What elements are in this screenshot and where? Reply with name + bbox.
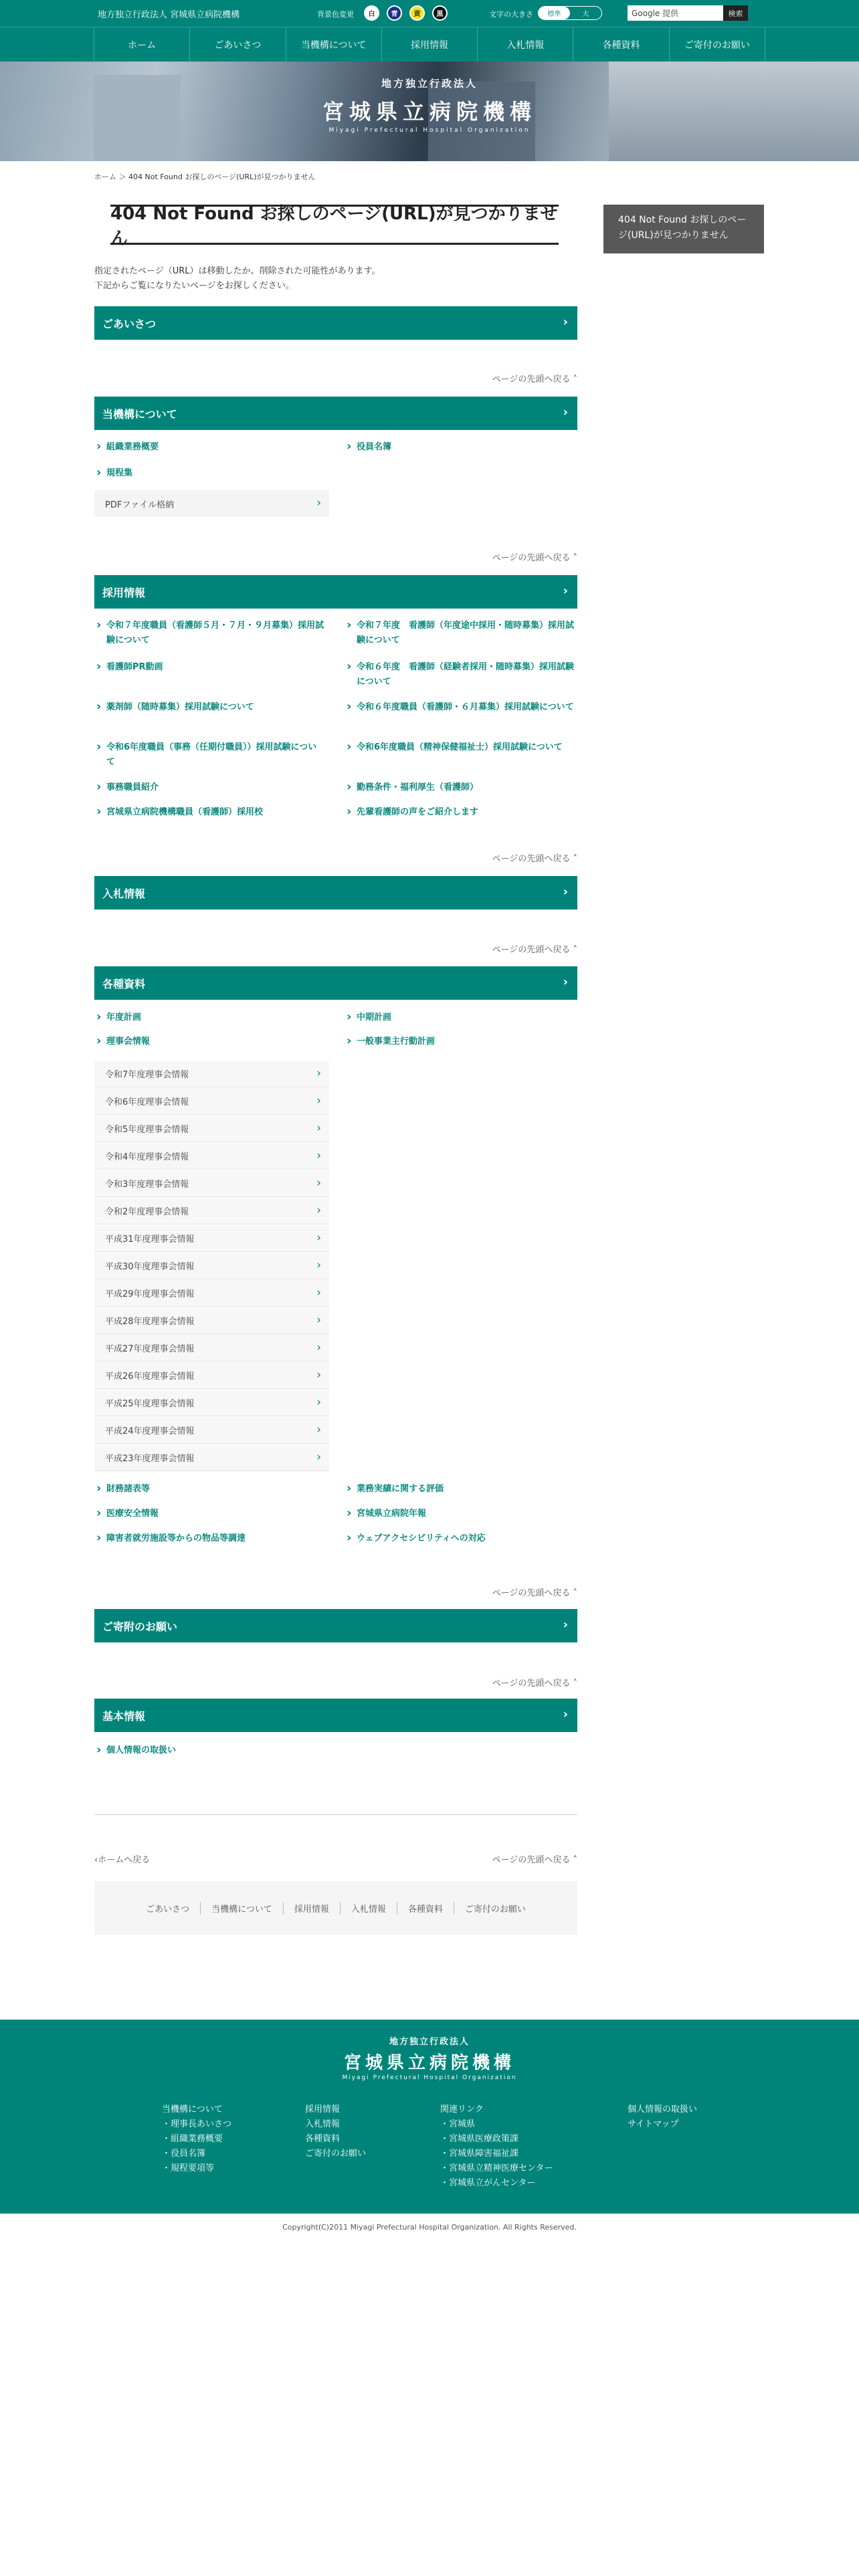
breadcrumb[interactable]: ホーム ＞ 404 Not Found お探しのページ(URL)が見つかりません — [94, 173, 316, 181]
footer-link[interactable]: ・理事長あいさつ — [162, 2119, 232, 2129]
recruit-link[interactable]: › 令和６年度 看護師（経験者採用・随時募集）採用試験について — [345, 660, 575, 689]
chevron-right-icon: › — [316, 1313, 321, 1327]
pdf-storage-button[interactable]: PDFファイル格納 › — [94, 490, 329, 517]
link-org-overview[interactable]: › 組織業務概要 — [94, 440, 325, 455]
sidebar-current-page[interactable]: 404 Not Found お探しのページ(URL)が見つかりません — [603, 205, 764, 253]
section-greeting[interactable]: ごあいさつ › — [94, 306, 577, 340]
nav-bid[interactable]: 入札情報 — [477, 27, 573, 62]
bg-black-button[interactable]: 黒 — [432, 5, 448, 21]
minutes-item[interactable]: 平成24年度理事会情報 › — [94, 1417, 329, 1444]
link-officers[interactable]: › 役員名簿 — [345, 440, 575, 455]
to-top-link[interactable]: ページの先頭へ戻る ˄ — [492, 1855, 577, 1865]
docs-link[interactable]: › 宮城県立病院年報 — [345, 1507, 575, 1521]
footer-col-about — [162, 2103, 231, 2176]
subnav-docs[interactable]: 各種資料 — [397, 1902, 454, 1915]
bg-color-label: 背景色変更 — [317, 10, 354, 19]
chevron-right-icon: › — [316, 1396, 321, 1409]
docs-link[interactable]: › 一般事業主行動計画 — [345, 1035, 575, 1049]
bg-white-button[interactable]: 白 — [364, 5, 379, 21]
hero-banner — [0, 62, 859, 161]
font-size-standard-button[interactable]: 標準 — [539, 7, 570, 19]
footer-link[interactable]: 入札情報 — [305, 2119, 341, 2129]
footer-link[interactable]: ・役員名簿 — [162, 2149, 206, 2159]
chevron-right-icon: › — [563, 885, 568, 899]
minutes-item[interactable]: 令和7年度理事会情報 › — [94, 1061, 329, 1087]
footer-col-policy — [628, 2103, 697, 2132]
footer-org-english: Miyagi Prefectural Hospital Organization — [342, 2074, 517, 2081]
to-top-link[interactable]: ページの先頭へ戻る ˄ — [492, 945, 577, 955]
top-bar — [0, 0, 859, 27]
subnav-recruit[interactable]: 採用情報 — [283, 1902, 340, 1915]
footer-link-heading: 関連リンク — [440, 2105, 484, 2115]
global-nav — [0, 27, 859, 62]
chevron-up-icon: ˄ — [573, 854, 577, 864]
footer-link[interactable]: 採用情報 — [305, 2105, 341, 2115]
link-regulations[interactable]: › 規程集 — [94, 466, 325, 481]
chevron-right-icon: › — [563, 1618, 568, 1632]
home-link[interactable]: ‹ホームへ戻る — [94, 1855, 151, 1865]
footer-link[interactable]: ・宮城県 — [440, 2119, 476, 2129]
subnav-bid[interactable]: 入札情報 — [340, 1902, 397, 1915]
footer-link[interactable]: ・規程要項等 — [162, 2163, 215, 2173]
link-privacy[interactable]: › 個人情報の取扱い — [94, 1743, 325, 1758]
intro-text: 指定されたページ（URL）は移動したか、削除された可能性があります。 下記からご覧になりたいページをお探しください。 — [94, 266, 381, 291]
chevron-right-icon: › — [563, 315, 568, 329]
section-basic[interactable]: 基本情報 › — [94, 1699, 577, 1732]
chevron-right-icon: › — [316, 496, 321, 510]
nav-about[interactable]: 当機構について — [286, 27, 381, 62]
minutes-item[interactable]: 令和6年度理事会情報 › — [94, 1088, 329, 1115]
to-top-link[interactable]: ページの先頭へ戻る ˄ — [492, 1679, 577, 1689]
minutes-item[interactable]: 平成25年度理事会情報 › — [94, 1390, 329, 1416]
recruit-link[interactable]: › 令和７年度 看護師（年度途中採用・随時募集）採用試験について — [345, 619, 575, 648]
chevron-right-icon: › — [316, 1149, 321, 1162]
recruit-link[interactable]: › 宮城県立病院機構職員（看護師）採用校 — [94, 805, 325, 820]
minutes-item[interactable]: 平成26年度理事会情報 › — [94, 1362, 329, 1389]
chevron-up-icon: ˄ — [573, 945, 577, 955]
chevron-right-icon: › — [316, 1451, 321, 1464]
recruit-link[interactable]: › 令和6年度職員（精神保健福祉士）採用試験について — [345, 740, 575, 755]
subnav-about[interactable]: 当機構について — [200, 1902, 283, 1915]
nav-donation[interactable]: ご寄付のお願い — [669, 27, 765, 62]
docs-link[interactable]: › 医療安全情報 — [94, 1507, 325, 1521]
section-donation[interactable]: ご寄附のお願い › — [94, 1609, 577, 1642]
font-size-toggle — [538, 6, 602, 20]
nav-home[interactable]: ホーム — [94, 27, 189, 62]
chevron-up-icon: ˄ — [573, 374, 577, 385]
font-size-label: 文字の大きさ — [489, 10, 533, 19]
footer-link[interactable]: ・宮城県立がんセンター — [440, 2178, 536, 2188]
recruit-link[interactable]: › 令和７年度職員（看護師５月・７月・９月募集）採用試験について — [94, 619, 325, 648]
footer-link[interactable]: ご寄付のお願い — [305, 2149, 367, 2159]
font-size-large-button[interactable]: 大 — [582, 11, 589, 18]
chevron-right-icon: › — [316, 1423, 321, 1436]
to-top-link[interactable]: ページの先頭へ戻る ˄ — [492, 1588, 577, 1598]
recruit-link[interactable]: › 事務職員紹介 — [94, 780, 325, 795]
copyright: Copyright(C)2011 Miyagi Prefectural Hospital Organization. All Rights Reserved. — [282, 2223, 577, 2232]
recruit-link[interactable]: › 勤務条件・福利厚生（看護師） — [345, 780, 575, 795]
bg-yellow-button[interactable]: 黄 — [409, 5, 425, 21]
minutes-item[interactable]: 平成27年度理事会情報 › — [94, 1335, 329, 1362]
hero-org-type: 地方独立行政法人 — [381, 78, 478, 90]
section-recruit[interactable]: 採用情報 › — [94, 575, 577, 609]
footer-link[interactable]: 個人情報の取扱い — [628, 2105, 698, 2115]
nav-docs[interactable]: 各種資料 — [573, 27, 668, 62]
bg-blue-button[interactable]: 青 — [387, 5, 402, 21]
docs-link[interactable]: › 業務実績に関する評価 — [345, 1482, 575, 1497]
footer-link[interactable]: サイトマップ — [628, 2119, 679, 2129]
minutes-item[interactable]: 平成29年度理事会情報 › — [94, 1280, 329, 1307]
chevron-right-icon: › — [316, 1121, 321, 1135]
docs-link[interactable]: › ウェブアクセシビリティへの対応 — [345, 1531, 575, 1546]
chevron-right-icon: › — [563, 584, 568, 598]
search-button[interactable]: 検索 — [723, 5, 748, 21]
hero-org-english: Miyagi Prefectural Hospital Organization — [328, 127, 531, 134]
docs-link[interactable]: › 障害者就労施設等からの物品等調達 — [94, 1531, 325, 1546]
footer-link[interactable]: 各種資料 — [305, 2134, 341, 2144]
footer — [0, 2020, 859, 2214]
nav-recruit[interactable]: 採用情報 — [381, 27, 477, 62]
chevron-up-icon: ˄ — [573, 1855, 577, 1865]
docs-link[interactable]: › 中期計画 — [345, 1010, 575, 1025]
footer-col-links — [440, 2103, 553, 2191]
minutes-item[interactable]: 令和2年度理事会情報 › — [94, 1198, 329, 1224]
footer-link[interactable]: ・宮城県障害福祉課 — [440, 2149, 519, 2159]
minutes-item[interactable]: 平成23年度理事会情報 › — [94, 1444, 329, 1471]
nav-greeting[interactable]: ごあいさつ — [189, 27, 285, 62]
chevron-right-icon: › — [316, 1231, 321, 1245]
footer-col-info — [305, 2103, 366, 2161]
footer-link[interactable]: ・宮城県立精神医療センター — [440, 2163, 553, 2173]
recruit-link[interactable]: › 令和６年度職員（看護師・６月募集）採用試験について — [345, 700, 575, 715]
subnav-donation[interactable]: ご寄付のお願い — [454, 1902, 537, 1915]
section-docs[interactable]: 各種資料 › — [94, 966, 577, 1000]
minutes-item[interactable]: 平成30年度理事会情報 › — [94, 1253, 329, 1279]
minutes-item[interactable]: 令和5年度理事会情報 › — [94, 1115, 329, 1142]
chevron-right-icon: › — [316, 1341, 321, 1354]
footer-link[interactable]: 当機構について — [162, 2105, 223, 2115]
chevron-right-icon: › — [563, 975, 568, 989]
footer-org-type: 地方独立行政法人 — [389, 2037, 470, 2047]
bottom-subnav — [94, 1881, 577, 1935]
search-input[interactable]: Google 提供 — [628, 5, 723, 21]
chevron-right-icon: › — [316, 1094, 321, 1107]
recruit-link[interactable]: › 令和6年度職員（事務（任期付職員））採用試験について — [94, 740, 325, 770]
recruit-link[interactable]: › 看護師PR動画 — [94, 660, 325, 675]
chevron-right-icon: › — [563, 1707, 568, 1721]
chevron-right-icon: › — [316, 1176, 321, 1190]
divider — [94, 1814, 577, 1815]
chevron-up-icon: ˄ — [573, 553, 577, 563]
minutes-item[interactable]: 令和3年度理事会情報 › — [94, 1170, 329, 1197]
footer-link[interactable]: ・組織業務概要 — [162, 2134, 223, 2144]
chevron-up-icon: ˄ — [573, 1588, 577, 1598]
site-name[interactable]: 地方独立行政法人 宮城県立病院機構 — [98, 10, 240, 20]
chevron-right-icon: › — [316, 1286, 321, 1299]
minutes-item[interactable]: 平成31年度理事会情報 › — [94, 1225, 329, 1252]
subnav-greeting[interactable]: ごあいさつ — [146, 1904, 190, 1915]
recruit-link[interactable]: › 薬剤師（随時募集）採用試験について — [94, 700, 325, 715]
chevron-left-icon: ‹ — [94, 1855, 98, 1865]
minutes-item[interactable]: 平成28年度理事会情報 › — [94, 1307, 329, 1334]
chevron-right-icon: › — [316, 1204, 321, 1217]
docs-link[interactable]: › 財務諸表等 — [94, 1482, 325, 1497]
footer-link[interactable]: ・宮城県医療政策課 — [440, 2134, 519, 2144]
chevron-up-icon: ˄ — [573, 1679, 577, 1689]
footer-org-name: 宮城県立病院機構 — [343, 2053, 515, 2073]
section-bid[interactable]: 入札情報 › — [94, 876, 577, 909]
recruit-link[interactable]: › 先輩看護師の声をご紹介します — [345, 805, 575, 820]
to-top-link[interactable]: ページの先頭へ戻る ˄ — [492, 553, 577, 563]
minutes-item[interactable]: 令和4年度理事会情報 › — [94, 1143, 329, 1170]
to-top-link[interactable]: ページの先頭へ戻る ˄ — [492, 374, 577, 385]
page-title: 404 Not Found お探しのページ(URL)が見つかりません — [110, 204, 558, 249]
chevron-right-icon: › — [316, 1259, 321, 1272]
hero-org-name: 宮城県立病院機構 — [322, 99, 537, 124]
section-about[interactable]: 当機構について › — [94, 397, 577, 430]
docs-link[interactable]: › 年度計画 — [94, 1010, 325, 1025]
to-top-link[interactable]: ページの先頭へ戻る ˄ — [492, 854, 577, 864]
docs-link[interactable]: › 理事会情報 — [94, 1035, 325, 1049]
chevron-right-icon: › — [316, 1368, 321, 1382]
chevron-right-icon: › — [563, 405, 568, 419]
chevron-right-icon: › — [316, 1067, 321, 1080]
